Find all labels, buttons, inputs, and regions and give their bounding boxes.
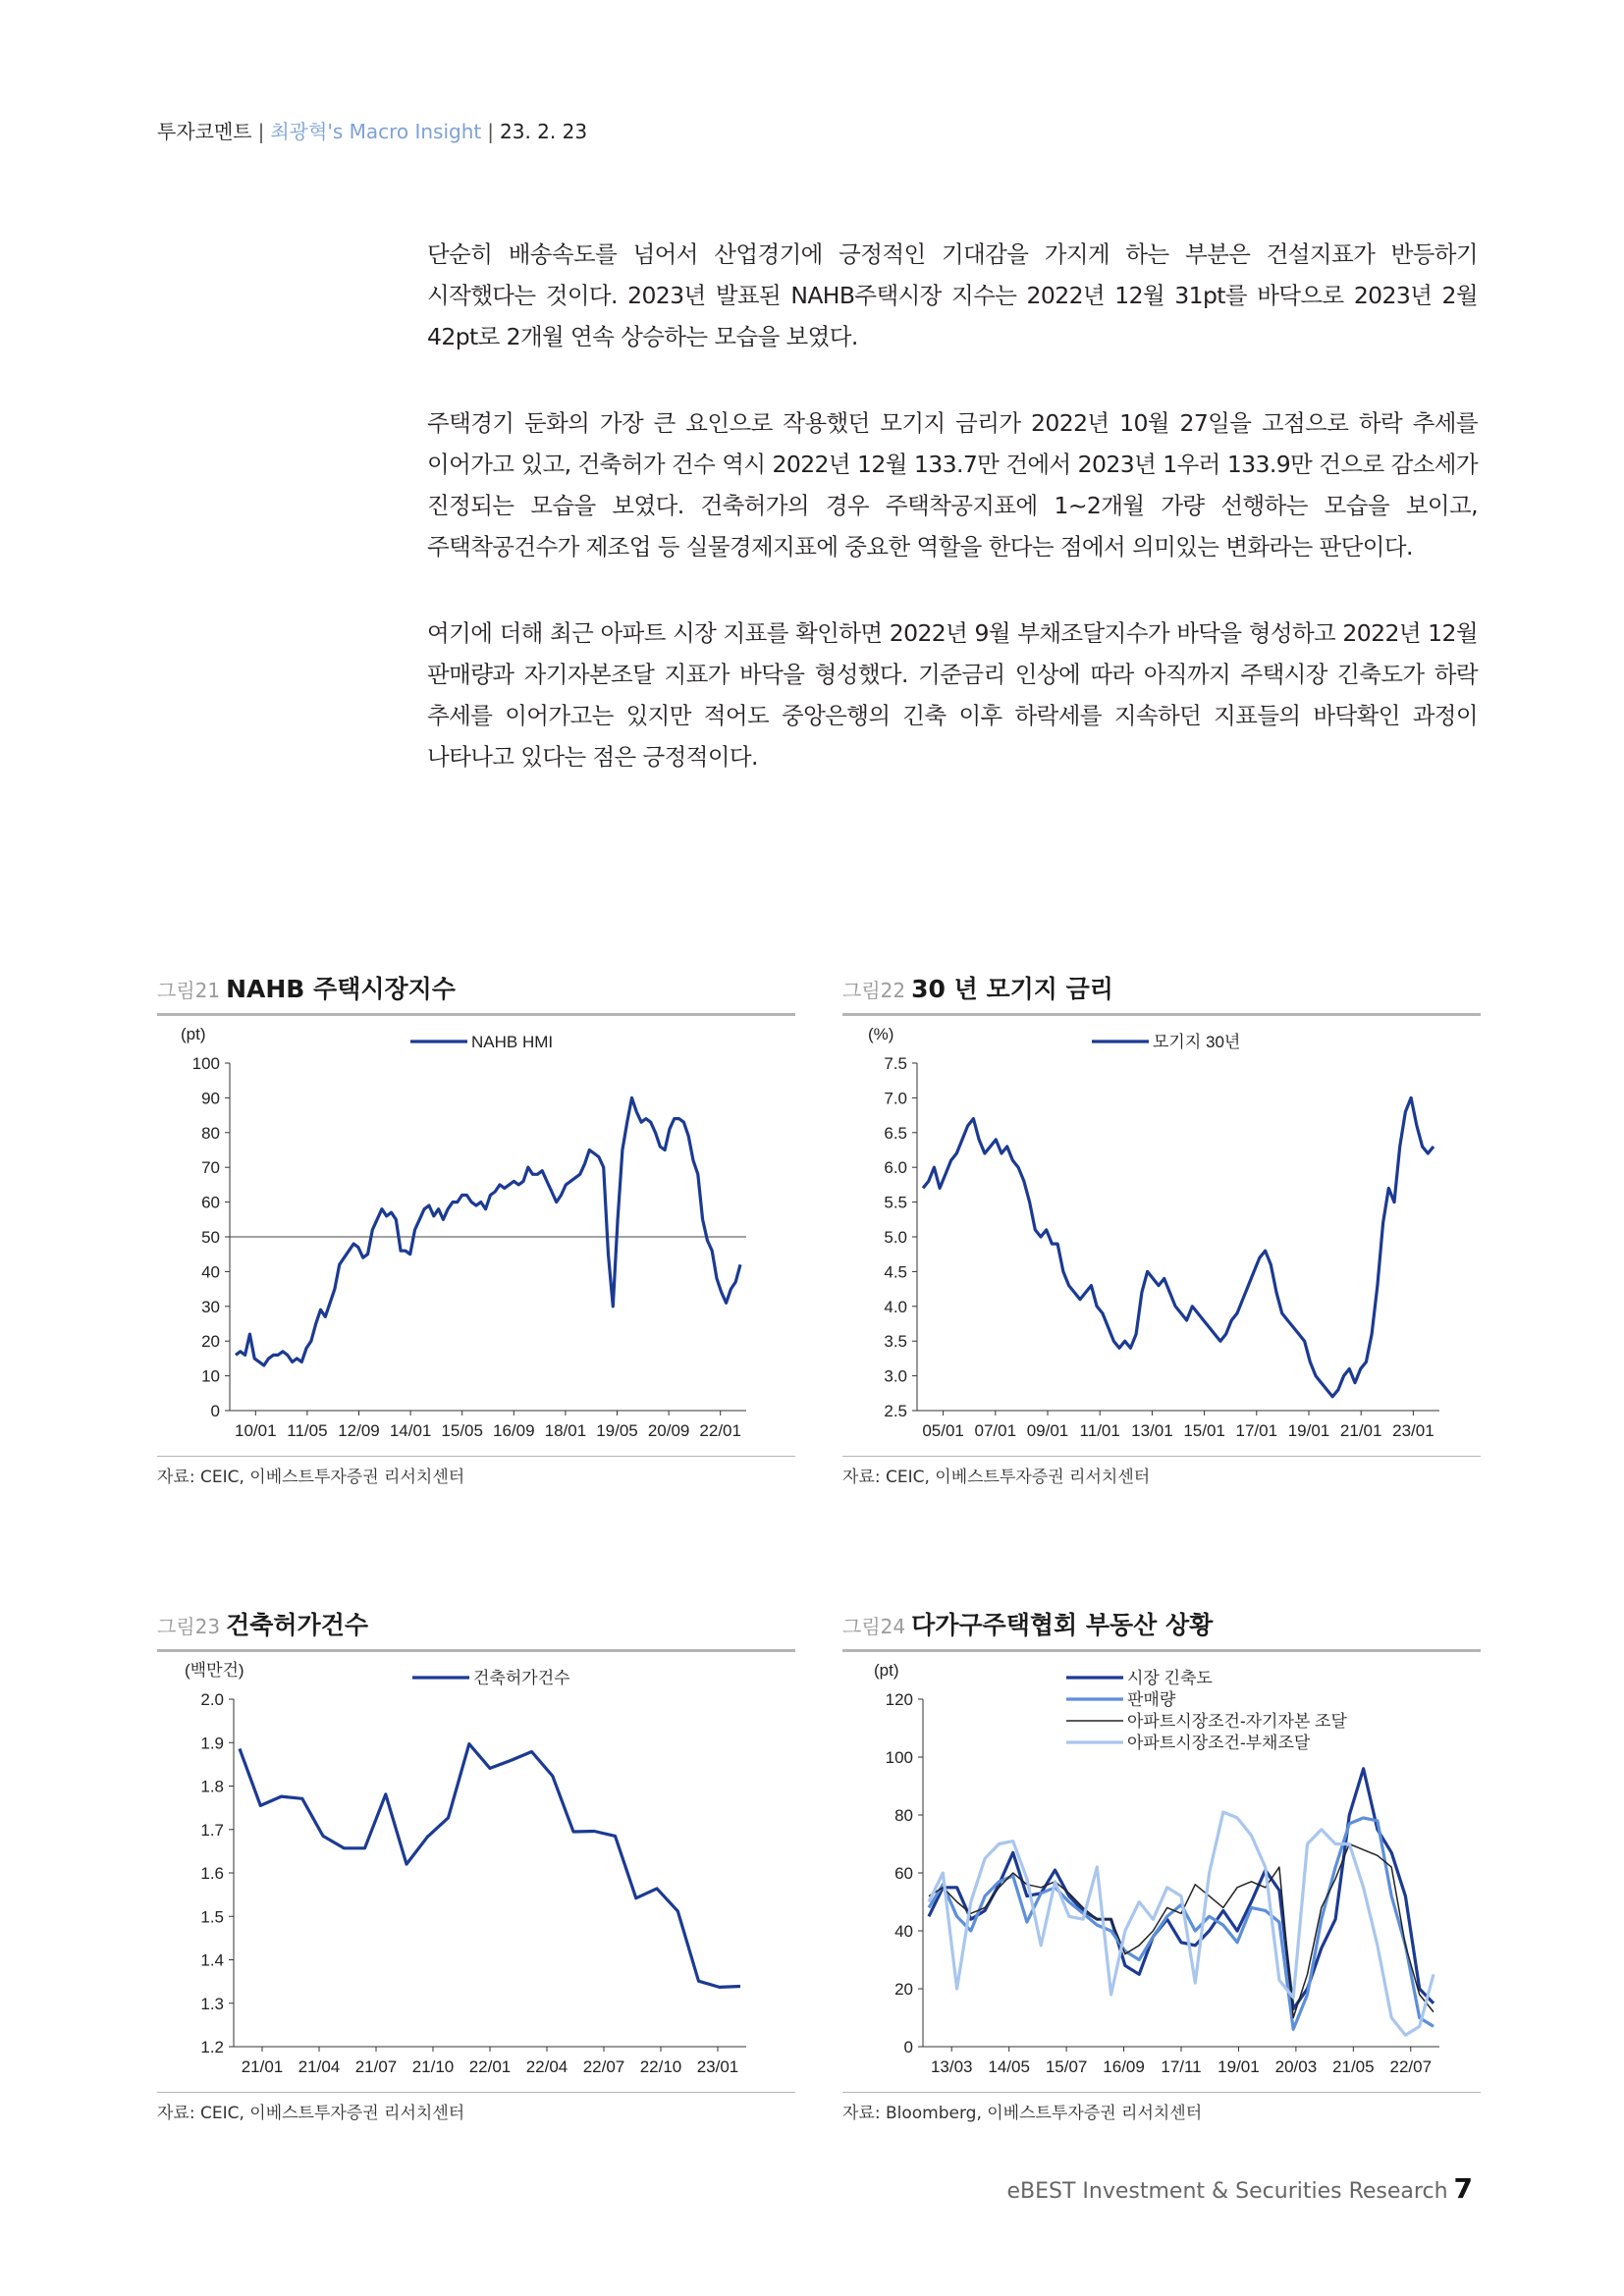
x-tick-label: 12/09 [338,1421,380,1440]
x-tick-label: 21/05 [1332,2057,1375,2076]
x-tick-label: 14/05 [988,2057,1030,2076]
figure-number: 그림21 [157,979,221,1002]
y-tick-label: 100 [885,1748,913,1767]
series-line [923,1097,1434,1396]
legend-label: 아파트시장조건-자기자본 조달 [1127,1712,1347,1731]
y-tick-label: 4.5 [884,1262,907,1282]
series-line [929,1769,1434,2009]
y-tick-label: 90 [201,1089,220,1108]
y-tick-label: 5.5 [884,1193,907,1212]
page-header: 투자코멘트 | 최광혁's Macro Insight | 23. 2. 23 [157,120,588,143]
y-tick-label: 1.8 [200,1777,224,1796]
x-tick-label: 23/01 [696,2057,739,2076]
y-tick-label: 1.5 [200,1907,224,1927]
y-axis-unit: (백만건) [185,1661,244,1680]
x-tick-label: 21/10 [411,2057,455,2076]
chart-title-text: 다가구주택협회 부동산 상황 [911,1611,1214,1639]
x-tick-label: 18/01 [544,1421,587,1440]
series-line [240,1744,740,1988]
y-tick-label: 1.7 [200,1820,224,1840]
y-tick-label: 10 [201,1366,220,1386]
x-tick-label: 15/07 [1045,2057,1088,2076]
x-tick-label: 11/05 [287,1421,328,1440]
chart-title [157,970,795,1016]
header-category: 투자코멘트 [157,120,252,143]
y-tick-label: 30 [201,1297,220,1316]
y-axis-unit: (pt) [181,1025,206,1043]
page-number: 7 [1453,2172,1473,2205]
y-tick-label: 80 [894,1806,913,1825]
series-line [236,1097,740,1365]
chart-nahb [157,970,795,1487]
x-tick-label: 22/07 [1389,2057,1433,2076]
y-tick-label: 1.9 [200,1734,224,1753]
y-tick-label: 4.0 [884,1297,907,1316]
x-tick-label: 22/01 [699,1421,741,1440]
paragraph: 여기에 더해 최근 아파트 시장 지표를 확인하면 2022년 9월 부채조달지수가 바닥을 형성하고 2022년 12월 판매량과 자기자본조달 지표가 바닥을 형성했다. 기준금리 인상에 따라 아직까지 주택시장 긴축도가 하락 추세를 이어가고는 있지만 적어도 중앙은행의 긴축 이후 하락세를 지속하던 지표들의 바닥확인 과정이 나타나고 있다는 점은 긍정적이다. [427,619,1478,771]
chart-source: 자료: Bloomberg, 이베스트투자증권 리서치센터 [842,2092,1481,2123]
chart-source: 자료: CEIC, 이베스트투자증권 리서치센터 [157,1456,795,1487]
y-tick-label: 5.0 [884,1228,907,1247]
y-tick-label: 3.5 [884,1332,907,1352]
x-tick-label: 07/01 [974,1421,1017,1440]
footer-text: eBEST Investment & Securities Research [1006,2179,1448,2204]
x-tick-label: 21/07 [354,2057,398,2076]
legend-label: NAHB HMI [471,1033,554,1051]
y-tick-label: 70 [201,1158,220,1178]
y-tick-label: 7.0 [884,1089,907,1108]
y-tick-label: 6.0 [884,1158,907,1178]
x-tick-label: 17/11 [1161,2057,1202,2076]
y-tick-label: 40 [894,1922,913,1941]
x-tick-label: 09/01 [1026,1421,1069,1440]
chart-title [842,1606,1481,1652]
x-tick-label: 13/01 [1131,1421,1173,1440]
series-line [929,1812,1434,2035]
y-axis-unit: (pt) [874,1661,899,1680]
y-tick-label: 6.5 [884,1123,907,1143]
header-date: 23. 2. 23 [500,120,588,143]
y-tick-label: 2.5 [884,1402,907,1420]
y-tick-label: 120 [885,1690,913,1709]
x-tick-label: 17/01 [1235,1421,1278,1440]
x-tick-label: 22/04 [525,2057,568,2076]
x-tick-label: 19/05 [596,1421,638,1440]
x-tick-label: 21/01 [1339,1421,1382,1440]
x-tick-label: 19/01 [1218,2057,1260,2076]
y-tick-label: 80 [201,1123,220,1143]
paragraph: 주택경기 둔화의 가장 큰 요인으로 작용했던 모기지 금리가 2022년 10월 27일을 고점으로 하락 추세를 이어가고 있고, 건축허가 건수 역시 2022년 12월 133.7만 건에서 2023년 1우러 133.9만 건으로 감소세가 진정되는 모습을 보였다. 건축허가의 경우 주택착공지표에 1~2개월 가량 선행하는 모습을 보이고, 주택착공건수가 제조업 등 실물경제지표에 중요한 역할을 한다는 점에서 의미있는 변화라는 판단이다. [427,409,1478,561]
chart-title-text: 30 년 모기지 금리 [911,975,1113,1003]
x-tick-label: 05/01 [922,1421,964,1440]
y-tick-label: 7.5 [884,1054,907,1073]
y-tick-label: 20 [894,1980,913,1999]
figure-number: 그림22 [842,979,906,1002]
y-tick-label: 0 [210,1402,220,1420]
y-tick-label: 100 [191,1054,220,1073]
y-tick-label: 60 [894,1864,913,1883]
x-tick-label: 10/01 [235,1421,277,1440]
x-tick-label: 21/01 [241,2057,284,2076]
chart-title [842,970,1481,1016]
x-tick-label: 11/01 [1079,1421,1120,1440]
x-tick-label: 21/04 [298,2057,341,2076]
chart-source: 자료: CEIC, 이베스트투자증권 리서치센터 [157,2092,795,2123]
y-tick-label: 50 [201,1228,220,1247]
y-tick-label: 1.3 [200,1994,224,2013]
x-tick-label: 22/10 [639,2057,682,2076]
x-tick-label: 15/05 [441,1421,483,1440]
legend-label: 시장 긴축도 [1127,1669,1213,1687]
chart-title [157,1606,795,1652]
chart-source: 자료: CEIC, 이베스트투자증권 리서치센터 [842,1456,1481,1487]
body-text [427,234,1478,823]
chart-nmhc [842,1606,1481,2123]
paragraph: 단순히 배송속도를 넘어서 산업경기에 긍정적인 기대감을 가지게 하는 부분은 건설지표가 반등하기 시작했다는 것이다. 2023년 발표된 NAHB주택시장 지수는 2022년 12월 31pt를 바닥으로 2023년 2월 42pt로 2개월 연속 상승하는 모습을 보였다. [427,240,1478,350]
chart-plot [842,1022,1481,1454]
y-tick-label: 1.2 [200,2038,224,2056]
x-tick-label: 22/07 [582,2057,625,2076]
x-tick-label: 14/01 [389,1421,432,1440]
figure-number: 그림23 [157,1615,221,1638]
series-line [929,1818,1434,2029]
figure-number: 그림24 [842,1615,906,1638]
chart-plot [842,1658,1481,2090]
x-tick-label: 16/09 [1103,2057,1145,2076]
y-tick-label: 1.4 [200,1950,224,1970]
y-tick-label: 0 [903,2038,913,2056]
x-tick-label: 13/03 [930,2057,973,2076]
chart-title-text: 건축허가건수 [226,1611,368,1639]
x-tick-label: 23/01 [1392,1421,1435,1440]
y-tick-label: 2.0 [200,1690,224,1709]
chart-mortgage [842,970,1481,1487]
x-tick-label: 22/01 [468,2057,512,2076]
legend-label: 판매량 [1127,1690,1176,1709]
chart-plot [157,1658,795,2090]
x-tick-label: 20/09 [647,1421,690,1440]
y-tick-label: 60 [201,1193,220,1212]
y-axis-unit: (%) [868,1025,894,1043]
legend-label: 모기지 30년 [1153,1033,1241,1051]
y-tick-label: 20 [201,1332,220,1352]
page-footer [1007,2172,1474,2205]
legend-label: 건축허가건수 [473,1669,570,1687]
x-tick-label: 19/01 [1287,1421,1330,1440]
header-series: 최광혁's Macro Insight [270,120,482,143]
chart-title-text: NAHB 주택시장지수 [226,975,456,1003]
x-tick-label: 15/01 [1183,1421,1225,1440]
y-tick-label: 3.0 [884,1366,907,1386]
chart-plot [157,1022,795,1454]
chart-permits [157,1606,795,2123]
x-tick-label: 20/03 [1274,2057,1318,2076]
x-tick-label: 16/09 [493,1421,535,1440]
y-tick-label: 1.6 [200,1864,224,1883]
legend-label: 아파트시장조건-부채조달 [1127,1734,1311,1752]
y-tick-label: 40 [201,1262,220,1282]
